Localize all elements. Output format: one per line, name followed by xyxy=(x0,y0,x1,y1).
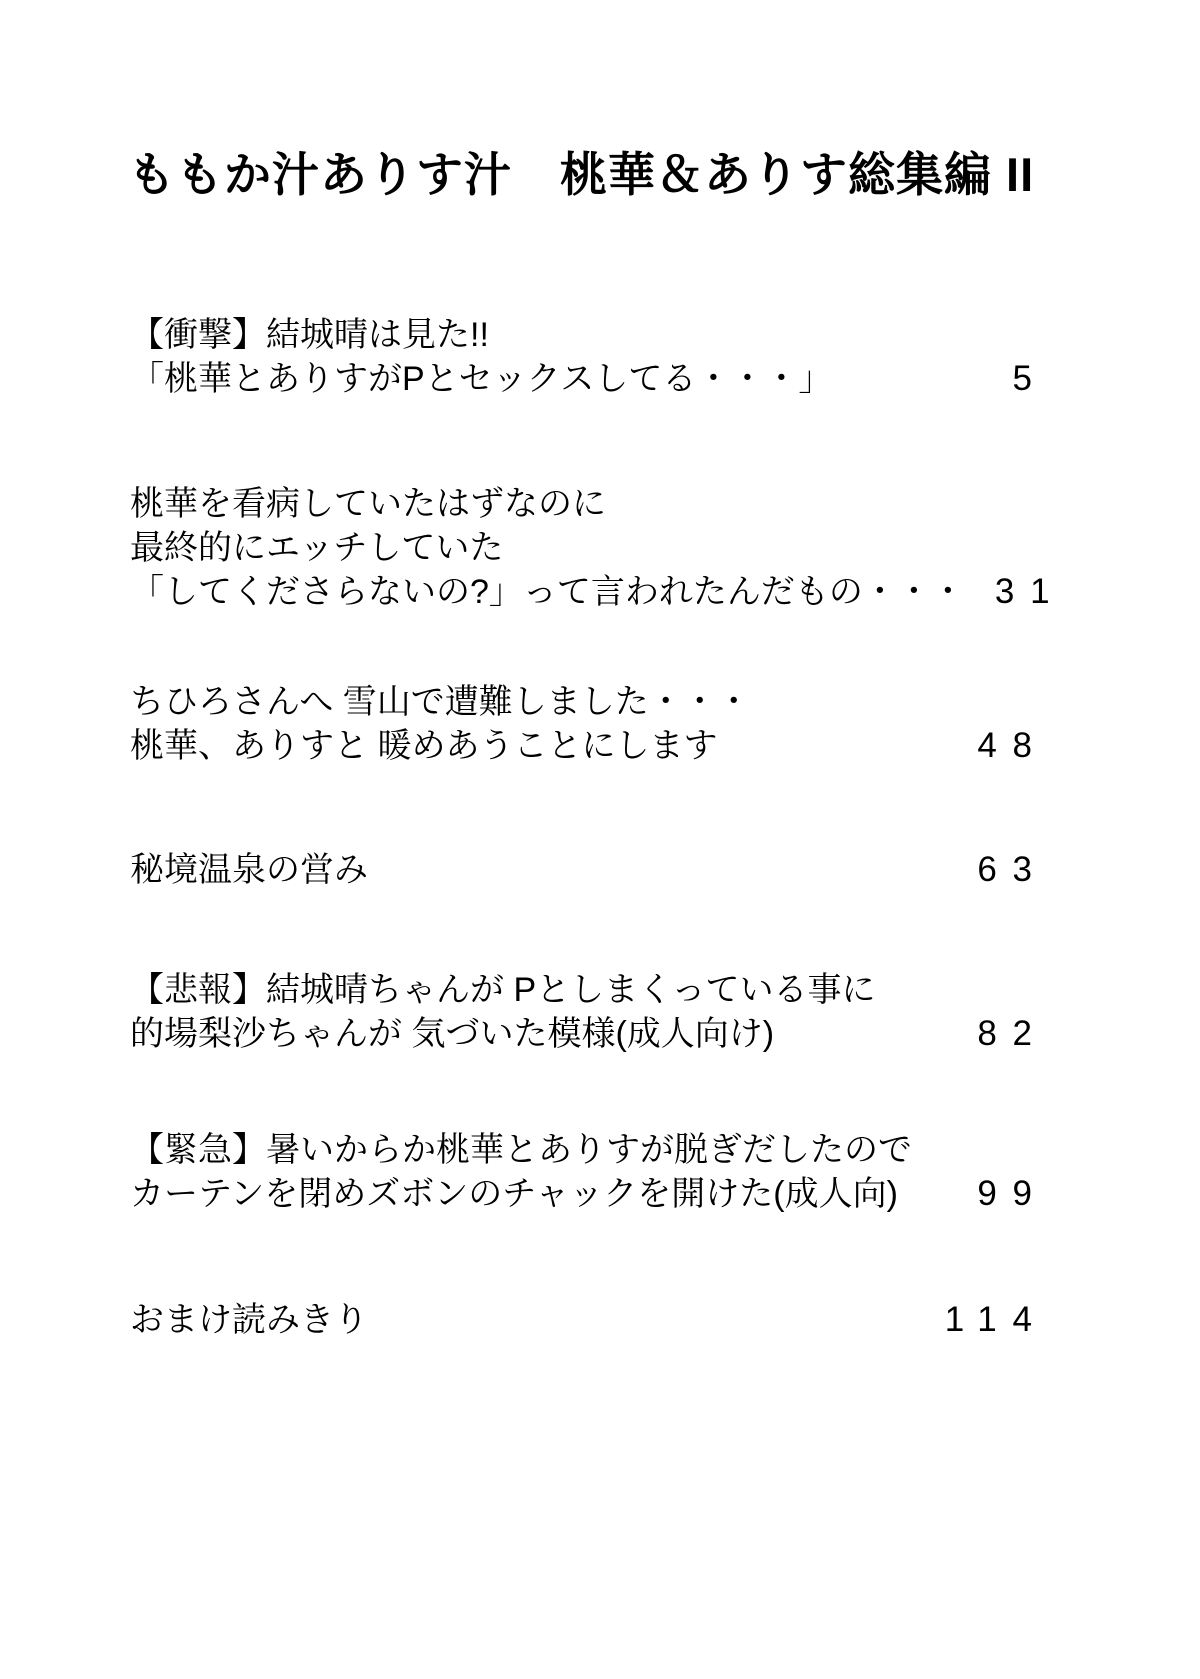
toc-entry-page-number: 5 xyxy=(1012,359,1048,398)
toc-entry-title xyxy=(130,482,965,614)
toc-entry-line: ちひろさんへ 雪山で遭難しました・・・ xyxy=(130,683,751,721)
toc-entry-line: おまけ読みきり xyxy=(130,1301,368,1339)
toc-entry-title xyxy=(130,313,832,401)
toc-entry-line: 「してくださらないの?」って言われたんだもの・・・ xyxy=(130,573,965,611)
toc-entry-page-number: 114 xyxy=(944,1300,1048,1339)
toc-entry-line: 桃華、ありすと 暖めあうことにします xyxy=(130,727,718,765)
toc-entry-page-number: 31 xyxy=(994,572,1066,611)
toc-entry xyxy=(130,1128,1048,1216)
toc-entry xyxy=(130,313,1048,401)
toc-entry-line: 【緊急】暑いからか桃華とありすが脱ぎだしたので xyxy=(130,1131,912,1169)
toc-entry-page-number: 82 xyxy=(977,1014,1048,1053)
toc-entry-title xyxy=(130,1298,368,1342)
toc-entry-line: 的場梨沙ちゃんが 気づいた模様(成人向け) xyxy=(130,1015,775,1053)
toc-entry-line: 桃華を看病していたはずなのに xyxy=(130,485,606,523)
toc-entry-page-number: 48 xyxy=(977,726,1048,765)
toc-entry xyxy=(130,968,1048,1056)
page-title: ももか汁ありす汁 桃華＆ありす総集編 II xyxy=(128,148,1035,201)
toc-entry xyxy=(130,680,1048,768)
toc-entry xyxy=(130,848,1048,892)
toc-entry xyxy=(130,1298,1048,1342)
toc-entry-line: 【悲報】結城晴ちゃんが Pとしまくっている事に xyxy=(130,971,876,1009)
toc-entry-line: カーテンを閉めズボンのチャックを開けた(成人向) xyxy=(130,1175,898,1213)
toc-entry-title xyxy=(130,968,875,1056)
toc-entry-title xyxy=(130,680,751,768)
toc-entry-title xyxy=(130,848,368,892)
toc-entry-page-number: 63 xyxy=(977,850,1048,889)
toc-entry-line: 最終的にエッチしていた xyxy=(130,529,504,567)
toc-entry-line: 秘境温泉の営み xyxy=(130,851,368,889)
toc-entry-line: 【衝撃】結城晴は見た!! xyxy=(130,316,489,354)
toc-entry xyxy=(130,482,1066,614)
toc-entry-line: 「桃華とありすがPとセックスしてる・・・」 xyxy=(130,360,833,398)
toc-entry-page-number: 99 xyxy=(977,1174,1048,1213)
toc-entry-title xyxy=(130,1128,912,1216)
